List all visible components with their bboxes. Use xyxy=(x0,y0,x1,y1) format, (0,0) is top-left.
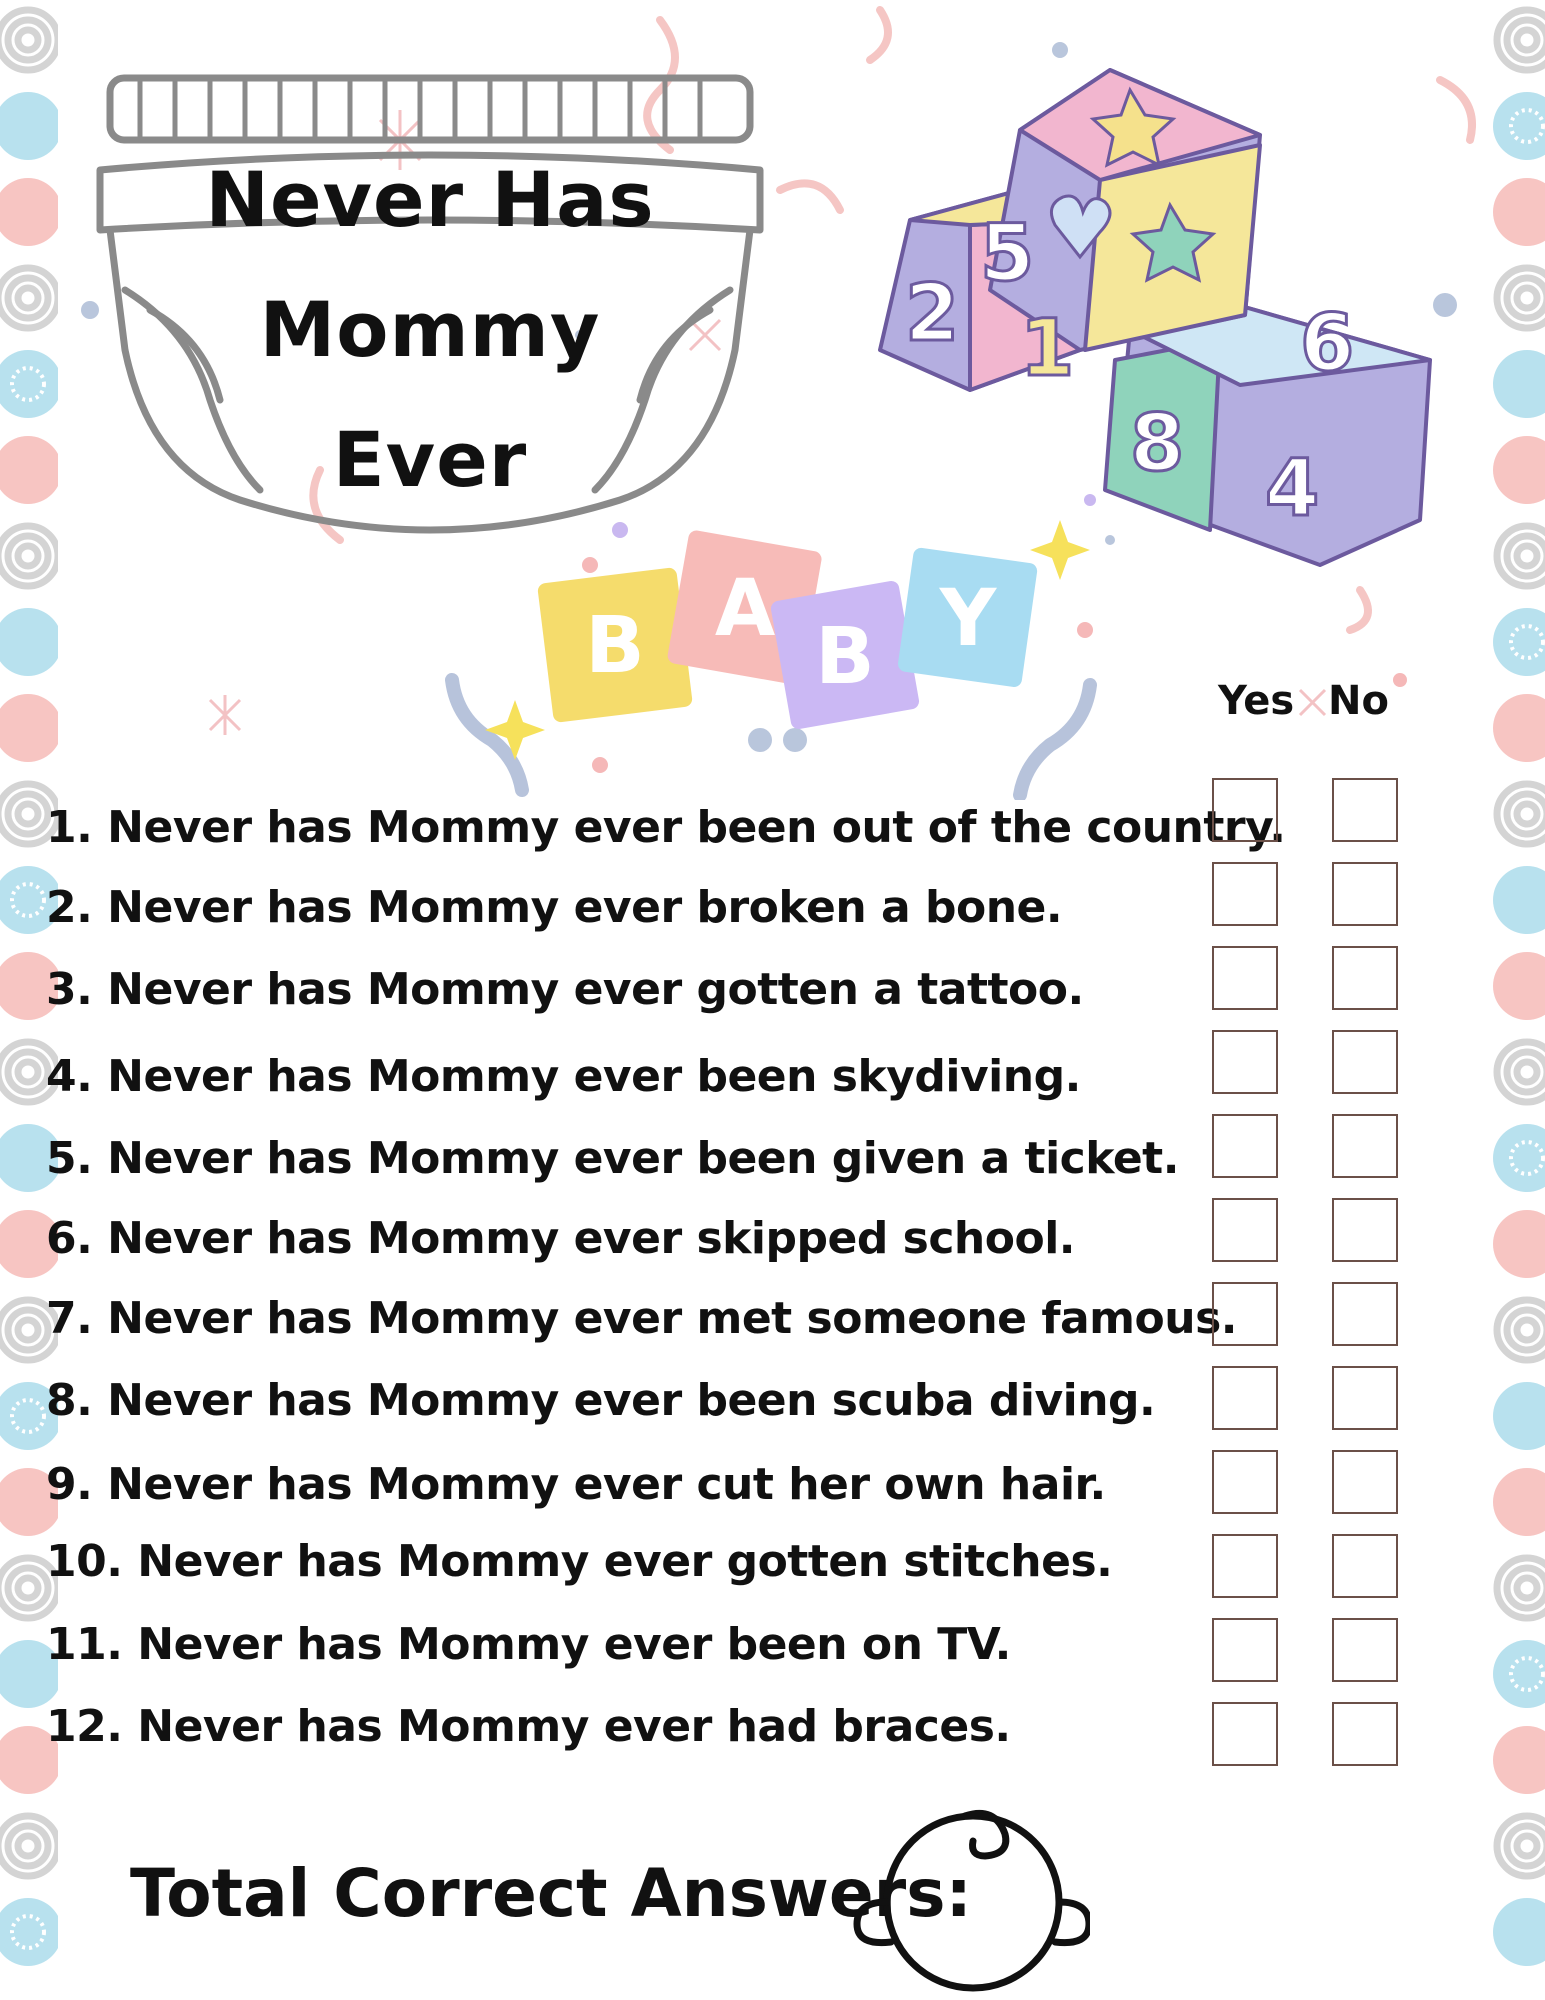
no-checkbox-6[interactable] xyxy=(1332,1198,1398,1262)
toy-block-number-6: 6 xyxy=(1300,299,1355,389)
right-decorative-border xyxy=(1487,0,1545,2000)
question-11: 11. Never has Mommy ever been on TV. xyxy=(46,1619,1011,1670)
yes-checkbox-9[interactable] xyxy=(1212,1450,1278,1514)
yes-checkbox-7[interactable] xyxy=(1212,1282,1278,1346)
question-1: 1. Never has Mommy ever been out of the country. xyxy=(46,802,1286,853)
no-checkbox-9[interactable] xyxy=(1332,1450,1398,1514)
total-correct-label: Total Correct Answers: xyxy=(130,1855,972,1932)
yes-checkbox-2[interactable] xyxy=(1212,862,1278,926)
no-checkbox-4[interactable] xyxy=(1332,1030,1398,1094)
baby-face-icon xyxy=(845,1790,1090,1995)
no-checkbox-3[interactable] xyxy=(1332,946,1398,1010)
baby-block-letter-y: Y xyxy=(939,574,997,664)
toy-block-number-1: 1 xyxy=(1020,304,1075,394)
no-checkbox-1[interactable] xyxy=(1332,778,1398,842)
title-line-2: Mommy xyxy=(259,285,601,374)
title-line-1: Never Has xyxy=(205,155,655,244)
yes-checkbox-6[interactable] xyxy=(1212,1198,1278,1262)
question-4: 4. Never has Mommy ever been skydiving. xyxy=(46,1051,1081,1102)
no-checkbox-12[interactable] xyxy=(1332,1702,1398,1766)
toy-block-number-5: 5 xyxy=(980,209,1035,299)
no-checkbox-8[interactable] xyxy=(1332,1366,1398,1430)
toy-block-number-8: 8 xyxy=(1130,399,1185,489)
yes-checkbox-12[interactable] xyxy=(1212,1702,1278,1766)
no-checkbox-5[interactable] xyxy=(1332,1114,1398,1178)
yes-checkbox-5[interactable] xyxy=(1212,1114,1278,1178)
toy-block-number-2: 2 xyxy=(905,269,960,359)
yes-checkbox-8[interactable] xyxy=(1212,1366,1278,1430)
question-6: 6. Never has Mommy ever skipped school. xyxy=(46,1213,1076,1264)
yes-checkbox-11[interactable] xyxy=(1212,1618,1278,1682)
yes-checkbox-4[interactable] xyxy=(1212,1030,1278,1094)
no-column-header: No xyxy=(1328,678,1389,724)
no-checkbox-11[interactable] xyxy=(1332,1618,1398,1682)
question-10: 10. Never has Mommy ever gotten stitches. xyxy=(46,1536,1113,1587)
no-checkbox-10[interactable] xyxy=(1332,1534,1398,1598)
yes-checkbox-1[interactable] xyxy=(1212,778,1278,842)
question-5: 5. Never has Mommy ever been given a ticket. xyxy=(46,1133,1179,1184)
question-2: 2. Never has Mommy ever broken a bone. xyxy=(46,882,1063,933)
baby-block-letter-b2: B xyxy=(815,612,875,702)
baby-block-letter-b1: B xyxy=(585,601,645,691)
title-block xyxy=(90,40,770,570)
no-checkbox-7[interactable] xyxy=(1332,1282,1398,1346)
no-checkbox-2[interactable] xyxy=(1332,862,1398,926)
toy-block-number-4: 4 xyxy=(1265,444,1320,534)
yes-checkbox-10[interactable] xyxy=(1212,1534,1278,1598)
question-8: 8. Never has Mommy ever been scuba diving. xyxy=(46,1375,1156,1426)
yes-column-header: Yes xyxy=(1218,678,1295,724)
title-line-3: Ever xyxy=(332,415,528,504)
question-9: 9. Never has Mommy ever cut her own hair. xyxy=(46,1459,1106,1510)
question-3: 3. Never has Mommy ever gotten a tattoo. xyxy=(46,964,1084,1015)
baby-letter-blocks-icon xyxy=(440,520,1120,800)
question-12: 12. Never has Mommy ever had braces. xyxy=(46,1701,1011,1752)
question-7: 7. Never has Mommy ever met someone famous. xyxy=(46,1293,1237,1344)
yes-checkbox-3[interactable] xyxy=(1212,946,1278,1010)
toy-blocks-icon xyxy=(860,50,1440,580)
baby-block-letter-a: A xyxy=(714,564,776,654)
